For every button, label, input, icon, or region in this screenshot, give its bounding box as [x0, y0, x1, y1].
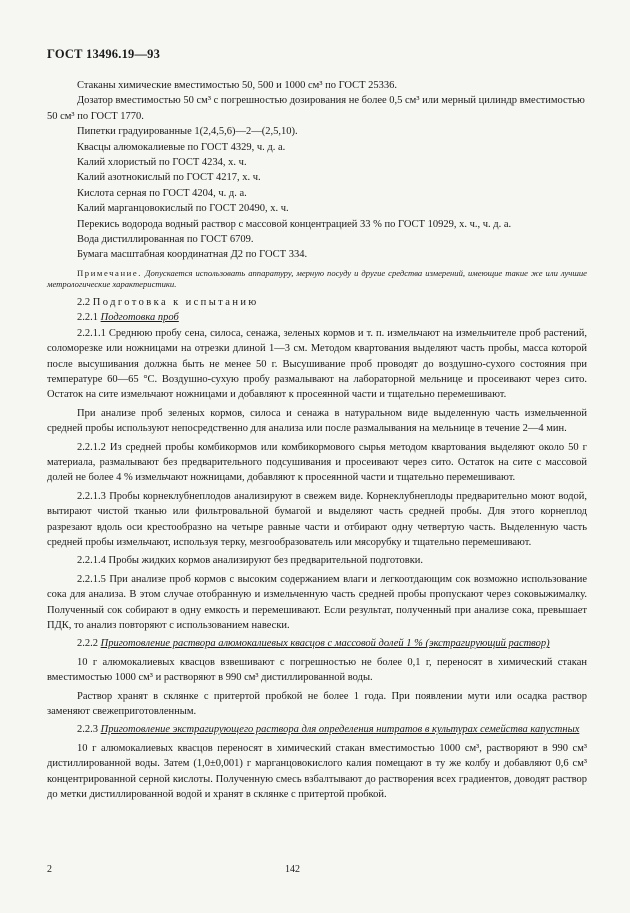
- subsection-title: Приготовление раствора алюмокалиевых квасцов с массовой долей 1 % (экстрагирующий раствор): [100, 638, 550, 650]
- page-body: [47, 78, 587, 802]
- subsection-number: 2.2.1: [77, 312, 98, 324]
- document-header: ГОСТ 13496.19—93: [47, 47, 161, 61]
- subsection-heading: [47, 636, 587, 651]
- clause-text: Среднюю пробу сена, силоса, сенажа, зеленых кормов и т. п. измельчают на измельчителе проб растений, соломорезке или ножницами на отрезки длиной 1—3 см. Методом квартования выделяют часть пробы, масса которой после высушивания должна быть не менее 50 г. Высушивание проб проводят до воздушно-сухого состояния при температуре 60—65 °С. Воздушно-сухую пробу размалывают на лабораторной мельнице и просеивают через сито. Остаток на сите измельчают ножницами и добавляют к просеянной части и тщательно перемешивают.: [47, 327, 588, 401]
- paragraph: Раствор хранят в склянке с притертой пробкой не более 1 года. При появлении мути или осадка раствор заменяют свежеприготовленным.: [47, 690, 587, 718]
- clause-number: 2.2.1.3: [77, 490, 106, 502]
- paragraph: [47, 572, 587, 634]
- paragraph: [47, 553, 587, 568]
- list-item: Калий марганцовокислый по ГОСТ 20490, х. ч.: [77, 203, 289, 215]
- paragraph: 10 г алюмокалиевых квасцов взвешивают с погрешностью не более 0,1 г, переносят в химический стакан вместимостью 1000 см³ и растворяют в 990 см³ дистиллированной воды.: [47, 656, 587, 684]
- subsection-heading: [47, 722, 587, 737]
- clause-number: 2.2.1.2: [77, 441, 106, 453]
- list-item: Пипетки градуированные 1(2,4,5,6)—2—(2,5,10).: [77, 126, 298, 138]
- list-item: Перекись водорода водный раствор с массовой концентрацией 33 % по ГОСТ 10929, х. ч., ч. д. а.: [77, 218, 512, 230]
- paragraph: [47, 489, 587, 551]
- list-item: Дозатор вместимостью 50 см³ с погрешностью дозирования не более 0,5 см³ или мерный цилиндр вместимостью 50 см³ по ГОСТ 1770.: [47, 95, 585, 122]
- section-title: Подготовка к испытанию: [92, 296, 259, 308]
- list-item: Бумага масштабная координатная Д2 по ГОСТ 334.: [77, 249, 308, 261]
- clause-number: 2.2.1.4: [77, 555, 106, 567]
- subsection-number: 2.2.2: [77, 638, 98, 650]
- note-label: Примечание.: [77, 267, 143, 278]
- section-heading: [47, 295, 587, 310]
- clause-number: 2.2.1.1: [77, 327, 106, 339]
- paragraph: [47, 326, 587, 403]
- subsection-heading: [47, 310, 587, 325]
- subsection-title: Приготовление экстрагирующего раствора для определения нитратов в культурах семейства капустных: [100, 724, 580, 736]
- page-number-left: 2: [47, 864, 52, 875]
- page-number-center: 142: [285, 864, 300, 875]
- note-text: Допускается использовать аппаратуру, мерную посуду и другие средства измерений, имеющие такие же или лучшие метрологические характеристики.: [47, 267, 587, 289]
- materials-list: [47, 78, 587, 263]
- list-item: Калий хлористый по ГОСТ 4234, х. ч.: [77, 157, 247, 169]
- clause-text: Пробы жидких кормов анализируют без предварительной подготовки.: [108, 555, 424, 567]
- list-item: Калий азотнокислый по ГОСТ 4217, х. ч.: [77, 172, 261, 184]
- clause-text: При анализе проб кормов с высоким содержанием влаги и легкоотдающим сок возможно использование сока для анализа. В этом случае отобранную и измельченную часть средней пробы пропускают через соковыжималку. Полученный сок собирают в одну емкость и перемешивают. Если результат, полученный при анализе сока, превышает ПДК, то анализ повторяют с использованием навески.: [47, 573, 587, 631]
- list-item: Квасцы алюмокалиевые по ГОСТ 4329, ч. д. а.: [77, 141, 286, 153]
- section-number: 2.2: [77, 296, 91, 308]
- paragraph: 10 г алюмокалиевых квасцов переносят в химический стакан вместимостью 1000 см³, растворяют в 990 см³ дистиллированной воды. Затем (1,0±0,001) г марганцовокислого калия помещают в ту же колбу и добавляют 0,6 см³ концентрированной серной кислоты. Полученную смесь взбалтывают до растворения всех градиентов, доводят раствор до метки дистиллированной водой и хранят в склянке с притертой пробкой.: [47, 742, 587, 801]
- list-item: Кислота серная по ГОСТ 4204, ч. д. а.: [77, 187, 247, 199]
- paragraph: [47, 440, 587, 486]
- paragraph: При анализе проб зеленых кормов, силоса и сенажа в натуральном виде выделенную часть измельченной средней пробы используют непосредственно для анализа или после размалывания на мельнице в течение 2—4 мин.: [47, 407, 587, 435]
- clause-text: Из средней пробы комбикормов или комбикормового сырья методом квартования выделяют около 50 г материала, размалывают без предварительного подсушивания и просеивают через сито. Остаток на сите с массовой долей не более 4 % измельчают ножницами, добавляют к просеянной части и тщательно перемешивают.: [47, 441, 587, 484]
- list-item: Стаканы химические вместимостью 50, 500 и 1000 см³ по ГОСТ 25336.: [77, 80, 398, 91]
- list-item: Вода дистиллированная по ГОСТ 6709.: [77, 234, 254, 246]
- clause-text: Пробы корнеклубнеплодов анализируют в свежем виде. Корнеклубнеплоды предварительно моют водой, вытирают чистой тканью или фильтровальной бумагой и выделяют часть средней пробы. Для этого корнеплод разрезают вдоль оси крестообразно на четыре равные части и отбирают одну четвертую часть. Выделенную часть средней пробы измельчают, используя терку, мезгообразователь или мясорубку и тщательно перемешивают.: [47, 490, 587, 548]
- clause-number: 2.2.1.5: [77, 573, 106, 585]
- note: [47, 268, 587, 290]
- subsection-number: 2.2.3: [77, 724, 98, 736]
- subsection-title: Подготовка проб: [100, 312, 179, 324]
